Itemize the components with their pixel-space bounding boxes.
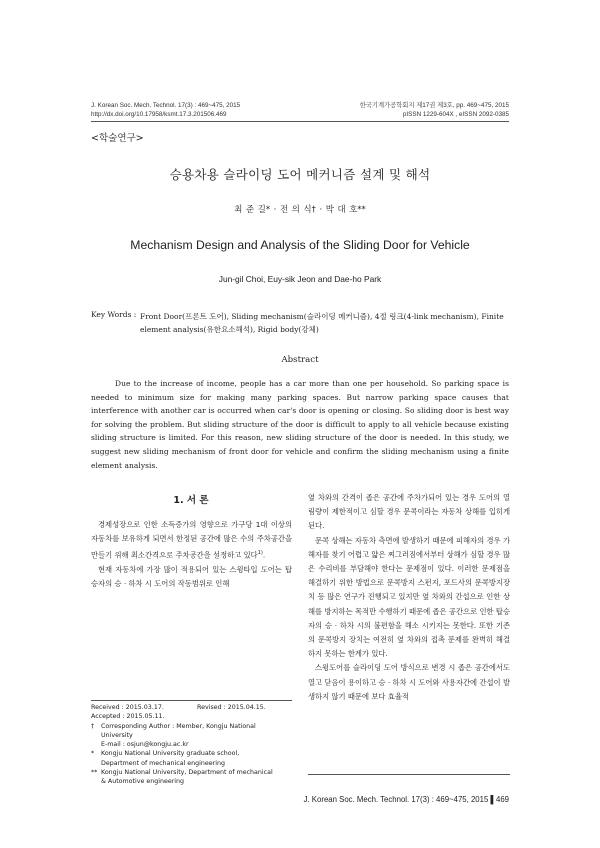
revised-date: Revised : 2015.04.15. bbox=[197, 704, 266, 711]
affiliation-department: Department of mechanical engineering bbox=[101, 759, 225, 767]
header-rule bbox=[91, 121, 509, 122]
paragraph bbox=[91, 518, 292, 563]
corresponding-author-line: Corresponding Author : Member, Kongju National bbox=[101, 722, 256, 730]
dates-line bbox=[91, 703, 292, 712]
right-column bbox=[308, 491, 510, 704]
asterisk-mark: * bbox=[91, 750, 95, 758]
affiliation-note-1 bbox=[91, 749, 292, 758]
author-email[interactable]: E-mail : osjun@kongju.ac.kr bbox=[101, 741, 189, 749]
left-column bbox=[91, 518, 292, 591]
footnotes bbox=[91, 703, 292, 787]
journal-citation: J. Korean Soc. Mech. Technol. 17(3) : 469~475, 2015 bbox=[91, 102, 241, 109]
abstract-body: Due to the increase of income, people has a car more than one per household. So parking space is needed to minimum size for making many parking spaces. But narrow parking space causes that interference with another car is occurred when car's door is opening or closing. So sliding door is best way for solving the problem. But sliding structure of the door is difficult to apply to all vehicle because existing sliding structure is limited. For this reason, new sliding structure of the door is needed. In this study, we suggest new sliding mechanism of front door for vehicle and confirm the sliding mechanism using a finite element analysis. bbox=[91, 379, 509, 470]
affiliation-department: & Automotive engineering bbox=[101, 778, 185, 786]
footer-rule bbox=[308, 774, 510, 775]
footnote-rule bbox=[91, 700, 292, 701]
affiliation-note-2 bbox=[91, 768, 292, 777]
paragraph: 문콕 상해는 자동차 측면에 발생하기 때문에 피해자의 경우 가해자를 찾기 어렵고 얇은 찌그러짐에서부터 상해가 심할 경우 많은 수리비를 부담해야 한다는 문제점이 있다. 이러한 문제점을 해결하기 위한 방법으로 문콕방지 스펀지, 포드사의 문콕방지장치 등 많은 연구가 진행되고 있지만 옆 차와의 간섭으로 인한 상해를 방지하는 목적만 수행하기 때문에 좁은 공간으로 인한 탑승자의 승 · 하차 시의 불편함을 해소 시키지는 못한다. 또한 기존의 문콕방지 장치는 여전히 옆 차와의 접촉 문제를 완벽히 해결하지 못하는 한계가 있다. bbox=[308, 535, 510, 659]
keywords-text: Front Door(프론트 도어), Sliding mechanism(슬라이딩 메커니즘), 4절 링크(4-link mechanism), Finite element analysis(유한요소해석), Rigid body(강체) bbox=[140, 312, 504, 334]
paragraph-end: . bbox=[262, 550, 266, 560]
authors-english: Jun-gil Choi, Euy-sik Jeon and Dae-ho Park bbox=[218, 274, 382, 284]
paragraph: 현재 자동차에 가장 많이 적용되어 있는 스윙타입 도어는 탑승자의 승 · 하차 시 도어의 작동범위로 인해 bbox=[91, 565, 292, 589]
page-footer: J. Korean Soc. Mech. Technol. 17(3) : 469~475, 2015 ▌469 bbox=[303, 795, 509, 804]
paragraph-text: 경제성장으로 인한 소득증가의 영향으로 가구당 1대 이상의 자동차를 보유하게 되면서 한정된 공간에 많은 수의 주차공간을 만들기 위해 최소간격으로 주차공간을 설정하고 있다 bbox=[91, 520, 292, 560]
paragraph: 옆 차와의 간격이 좁은 공간에 주차가되어 있는 경우 도어의 열림량이 제한적이고 심할 경우 문콕이라는 자동차 상해를 입히게 된다. bbox=[308, 493, 510, 531]
accepted-date: Accepted : 2015.05.11. bbox=[91, 713, 165, 721]
corresponding-author-affiliation: University bbox=[101, 731, 133, 739]
abstract-heading: Abstract bbox=[281, 355, 319, 365]
citation-ref: 1) bbox=[257, 550, 263, 557]
article-category: <학술연구> bbox=[91, 133, 144, 144]
title-english: Mechanism Design and Analysis of the Sliding Door for Vehicle bbox=[130, 238, 470, 252]
journal-citation-ko: 한국기계가공학회지 제17권 제3호, pp. 469~475, 2015 bbox=[359, 102, 509, 109]
journal-header-right bbox=[249, 101, 509, 119]
keywords-label: Key Words : bbox=[91, 310, 137, 319]
corresponding-author-note bbox=[91, 722, 292, 731]
affiliation-line: Kongju National University, Department of mechanical bbox=[101, 769, 273, 777]
title-korean: 승용차용 슬라이딩 도어 메커니즘 설계 및 해석 bbox=[169, 167, 431, 182]
paragraph: 스윙도어를 슬라이딩 도어 방식으로 변경 시 좁은 공간에서도 열고 닫음이 용이하고 승 · 하차 시 도어와 사용자간에 간섭이 발생하지 않기 때문에 보다 효율적 bbox=[308, 663, 510, 701]
authors-korean: 최 준 길* · 전 의 식† · 박 대 호** bbox=[234, 204, 366, 214]
double-asterisk-mark: ** bbox=[91, 769, 98, 777]
dagger-mark: † bbox=[91, 722, 95, 730]
section-heading-introduction: 1. 서 론 bbox=[173, 495, 209, 506]
issn: pISSN 1229-604X , eISSN 2092-0385 bbox=[402, 111, 509, 118]
doi-link[interactable]: http://dx.doi.org/10.17958/ksmt.17.3.201506.469 bbox=[91, 111, 227, 118]
received-date: Received : 2015.03.17. bbox=[91, 704, 164, 711]
affiliation-line: Kongju National University graduate school, bbox=[101, 750, 240, 758]
